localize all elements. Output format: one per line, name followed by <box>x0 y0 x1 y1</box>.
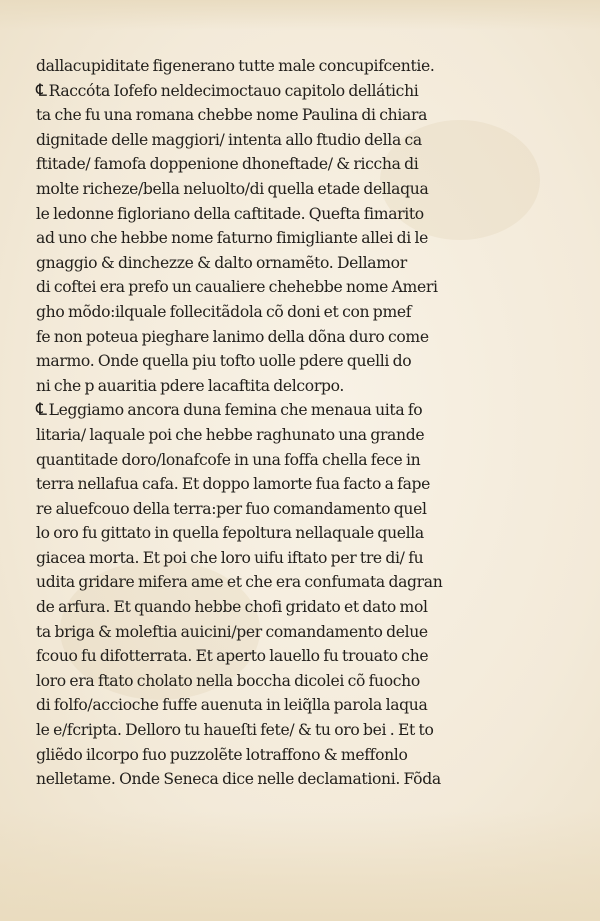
line-text: litaria/ laquale poi che hebbe raghunato una grande <box>36 425 425 444</box>
line-text: gho mõdo:ilquale follecitãdola cõ doni et con pmef <box>36 302 412 321</box>
page-bottom-shading <box>0 811 600 921</box>
text-line <box>36 669 516 694</box>
line-text: nelletame. Onde Seneca dice nelle declamationi. Fõda <box>36 770 441 789</box>
line-text: fcouo fu difotterrata. Et aperto lauello fu trouato che <box>36 647 429 666</box>
text-line <box>36 620 516 645</box>
text-line <box>36 275 516 300</box>
line-text: lo oro fu gittato in quella fepoltura nellaquale quella <box>36 524 424 543</box>
line-text: ta che fu una romana chebbe nome Paulina di chiara <box>36 106 428 125</box>
line-text: molte richeze/bella neluolto/di quella etade dellaqua <box>36 179 429 198</box>
text-line <box>36 767 516 792</box>
line-text: dallacupiditate figenerano tutte male concupifcentie. <box>36 57 435 75</box>
line-text: ftitade/ famofa doppenione dhoneftade/ & riccha di <box>36 155 419 174</box>
text-line <box>36 521 516 546</box>
text-line <box>36 374 516 399</box>
line-text: Raccóta Iofefo neldecimoctauo capitolo dellátichi <box>48 81 419 100</box>
text-line <box>36 300 516 325</box>
line-text: loro era ftato cholato nella boccha dicolei cõ fuocho <box>36 671 420 690</box>
text-line <box>36 472 516 497</box>
line-text: ad uno che hebbe nome faturno fimigliante allei di le <box>36 229 428 248</box>
text-line <box>36 398 516 423</box>
text-line <box>36 152 516 177</box>
text-line <box>36 226 516 251</box>
text-line <box>36 128 516 153</box>
line-text: fe non poteua pieghare lanimo della dõna duro come <box>36 327 429 346</box>
text-line <box>36 177 516 202</box>
line-text: gliẽdo ilcorpo fuo puzzolẽte lotraffono & meffonlo <box>36 745 408 764</box>
text-line <box>36 595 516 620</box>
line-text: le e/fcripta. Delloro tu haueſti fete/ & tu oro bei . Et to <box>36 721 434 740</box>
line-text: Leggiamo ancora duna femina che menaua uita fo <box>48 401 423 420</box>
text-line <box>36 202 516 227</box>
text-line <box>36 570 516 595</box>
line-text: re aluefcouo della terra:per fuo comandamento quel <box>36 499 427 518</box>
printed-text-block <box>36 54 516 792</box>
text-line <box>36 349 516 374</box>
text-line <box>36 423 516 448</box>
line-text: marmo. Onde quella piu tofto uolle pdere quelli do <box>36 352 412 371</box>
line-text: di folfo/accioche fuffe auenuta in leiq̃lla parola laqua <box>36 696 428 715</box>
paragraph-mark-icon: ℄ <box>36 400 47 421</box>
text-line <box>36 644 516 669</box>
paragraph-mark-icon: ℄ <box>36 80 47 101</box>
text-line <box>36 497 516 522</box>
text-line <box>36 693 516 718</box>
text-line <box>36 448 516 473</box>
line-text: terra nellafua cafa. Et doppo lamorte fua facto a fape <box>36 475 431 494</box>
text-line <box>36 546 516 571</box>
line-text: ta briga & moleftia auicini/per comandamento delue <box>36 622 428 641</box>
text-line <box>36 325 516 350</box>
text-line <box>36 743 516 768</box>
line-text: ni che p auaritia pdere lacaftita delcorpo. <box>36 376 344 395</box>
line-text: giacea morta. Et poi che loro uifu iftato per tre di/ fu <box>36 548 424 567</box>
line-text: di coftei era prefo un caualiere chehebbe nome Ameri <box>36 278 438 297</box>
line-text: gnaggio & dinchezze & dalto ornamẽto. Dellamor <box>36 253 407 272</box>
line-text: le ledonne figloriano della caftitade. Quefta fimarito <box>36 204 424 223</box>
page-top-shading <box>0 0 600 30</box>
text-line <box>36 251 516 276</box>
line-text: dignitade delle maggiori/ intenta allo ftudio della ca <box>36 130 422 149</box>
text-line <box>36 103 516 128</box>
line-text: udita gridare mifera ame et che era confumata dagran <box>36 573 443 592</box>
line-text: quantitade doro/lonafcofe in una foffa chella fece in <box>36 450 421 469</box>
line-text: de arfura. Et quando hebbe chofi gridato et dato mol <box>36 598 428 617</box>
text-line <box>36 79 516 104</box>
text-line <box>36 54 516 79</box>
text-line <box>36 718 516 743</box>
